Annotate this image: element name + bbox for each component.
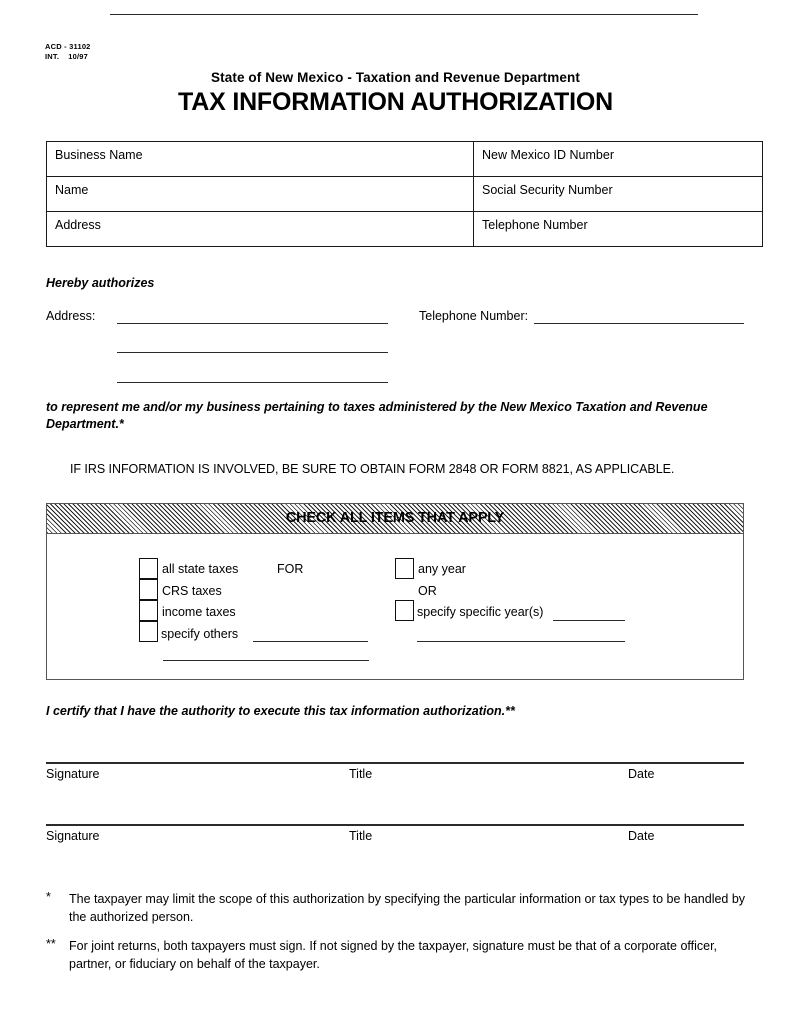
authorized-telephone-line[interactable] [534,323,744,324]
label-specify-others: specify others [161,627,239,641]
checkbox-specify-others[interactable] [139,621,158,642]
specify-years-line-2[interactable] [417,641,625,642]
field-nm-id-number[interactable] [474,142,763,177]
field-label: Social Security Number [482,183,613,197]
field-label: Business Name [55,148,143,162]
footnote-mark-1: * [46,890,51,904]
label-income-taxes: income taxes [162,605,236,619]
table-row [47,142,763,177]
field-address[interactable] [47,212,474,247]
authorized-telephone-label: Telephone Number: [419,309,529,323]
page-title: TAX INFORMATION AUTHORIZATION [178,88,613,116]
form-code-line-1: ACD - 31102 [45,42,91,51]
form-code-block [45,42,91,62]
table-row [47,177,763,212]
checkbox-specify-specific-years[interactable] [395,600,414,621]
form-code-line-2: INT. 10/97 [45,52,89,61]
signature-label-2: Signature [46,829,100,843]
footnote-text-2: For joint returns, both taxpayers must sign. If not signed by the taxpayer, signature must be that of a corporate officer, partner, or fiduciary on behalf of the taxpayer. [69,939,718,971]
checkbox-income-taxes[interactable] [139,600,158,621]
field-business-name[interactable] [47,142,474,177]
checkbox-all-state-taxes[interactable] [139,558,158,579]
label-or: OR [418,584,437,598]
signature-line-1[interactable] [46,762,744,764]
label-crs-taxes: CRS taxes [162,584,222,598]
authorized-address-line-2[interactable] [117,352,388,353]
representation-statement: to represent me and/or my business pertaining to taxes administered by the New Mexico Taxation and Revenue Department.* [46,400,708,431]
label-specify-specific-years: specify specific year(s) [417,605,544,619]
check-items-header-title: CHECK ALL ITEMS THAT APPLY [285,510,505,526]
label-any-year: any year [418,562,466,576]
authorized-address-label: Address: [46,309,96,323]
field-social-security-number[interactable] [474,177,763,212]
specify-others-line-2[interactable] [163,660,369,661]
label-all-state-taxes: all state taxes [162,562,239,576]
field-name[interactable] [47,177,474,212]
certification-statement: I certify that I have the authority to execute this tax information authorization.** [46,704,515,718]
signature-line-2[interactable] [46,824,744,826]
date-label-1: Date [628,767,655,781]
hereby-authorizes-input-line[interactable] [110,14,698,15]
check-items-header-bar [47,504,743,534]
specify-others-line-1[interactable] [253,641,368,642]
department-title: State of New Mexico - Taxation and Revenue Department [211,70,580,85]
field-label: Telephone Number [482,218,588,232]
checkbox-any-year[interactable] [395,558,414,579]
field-label: Name [55,183,89,197]
title-label-2: Title [349,829,373,843]
authorized-address-line-1[interactable] [117,323,388,324]
table-row [47,212,763,247]
taxpayer-identity-table [46,141,763,247]
field-telephone-number[interactable] [474,212,763,247]
title-label-1: Title [349,767,373,781]
signature-label-1: Signature [46,767,100,781]
date-label-2: Date [628,829,655,843]
hereby-authorizes-label: Hereby authorizes [46,276,155,290]
field-label: New Mexico ID Number [482,148,614,162]
specify-years-line-1[interactable] [553,620,625,621]
footnote-text-1: The taxpayer may limit the scope of this authorization by specifying the particular information or tax types to be handled by the authorized person. [69,892,746,924]
label-for: FOR [277,562,304,576]
authorized-address-line-3[interactable] [117,382,388,383]
checkbox-crs-taxes[interactable] [139,579,158,600]
field-label: Address [55,218,101,232]
irs-notice-text: IF IRS INFORMATION IS INVOLVED, BE SURE TO OBTAIN FORM 2848 OR FORM 8821, AS APPLICABLE. [70,462,675,476]
footnote-mark-2: ** [46,937,56,951]
